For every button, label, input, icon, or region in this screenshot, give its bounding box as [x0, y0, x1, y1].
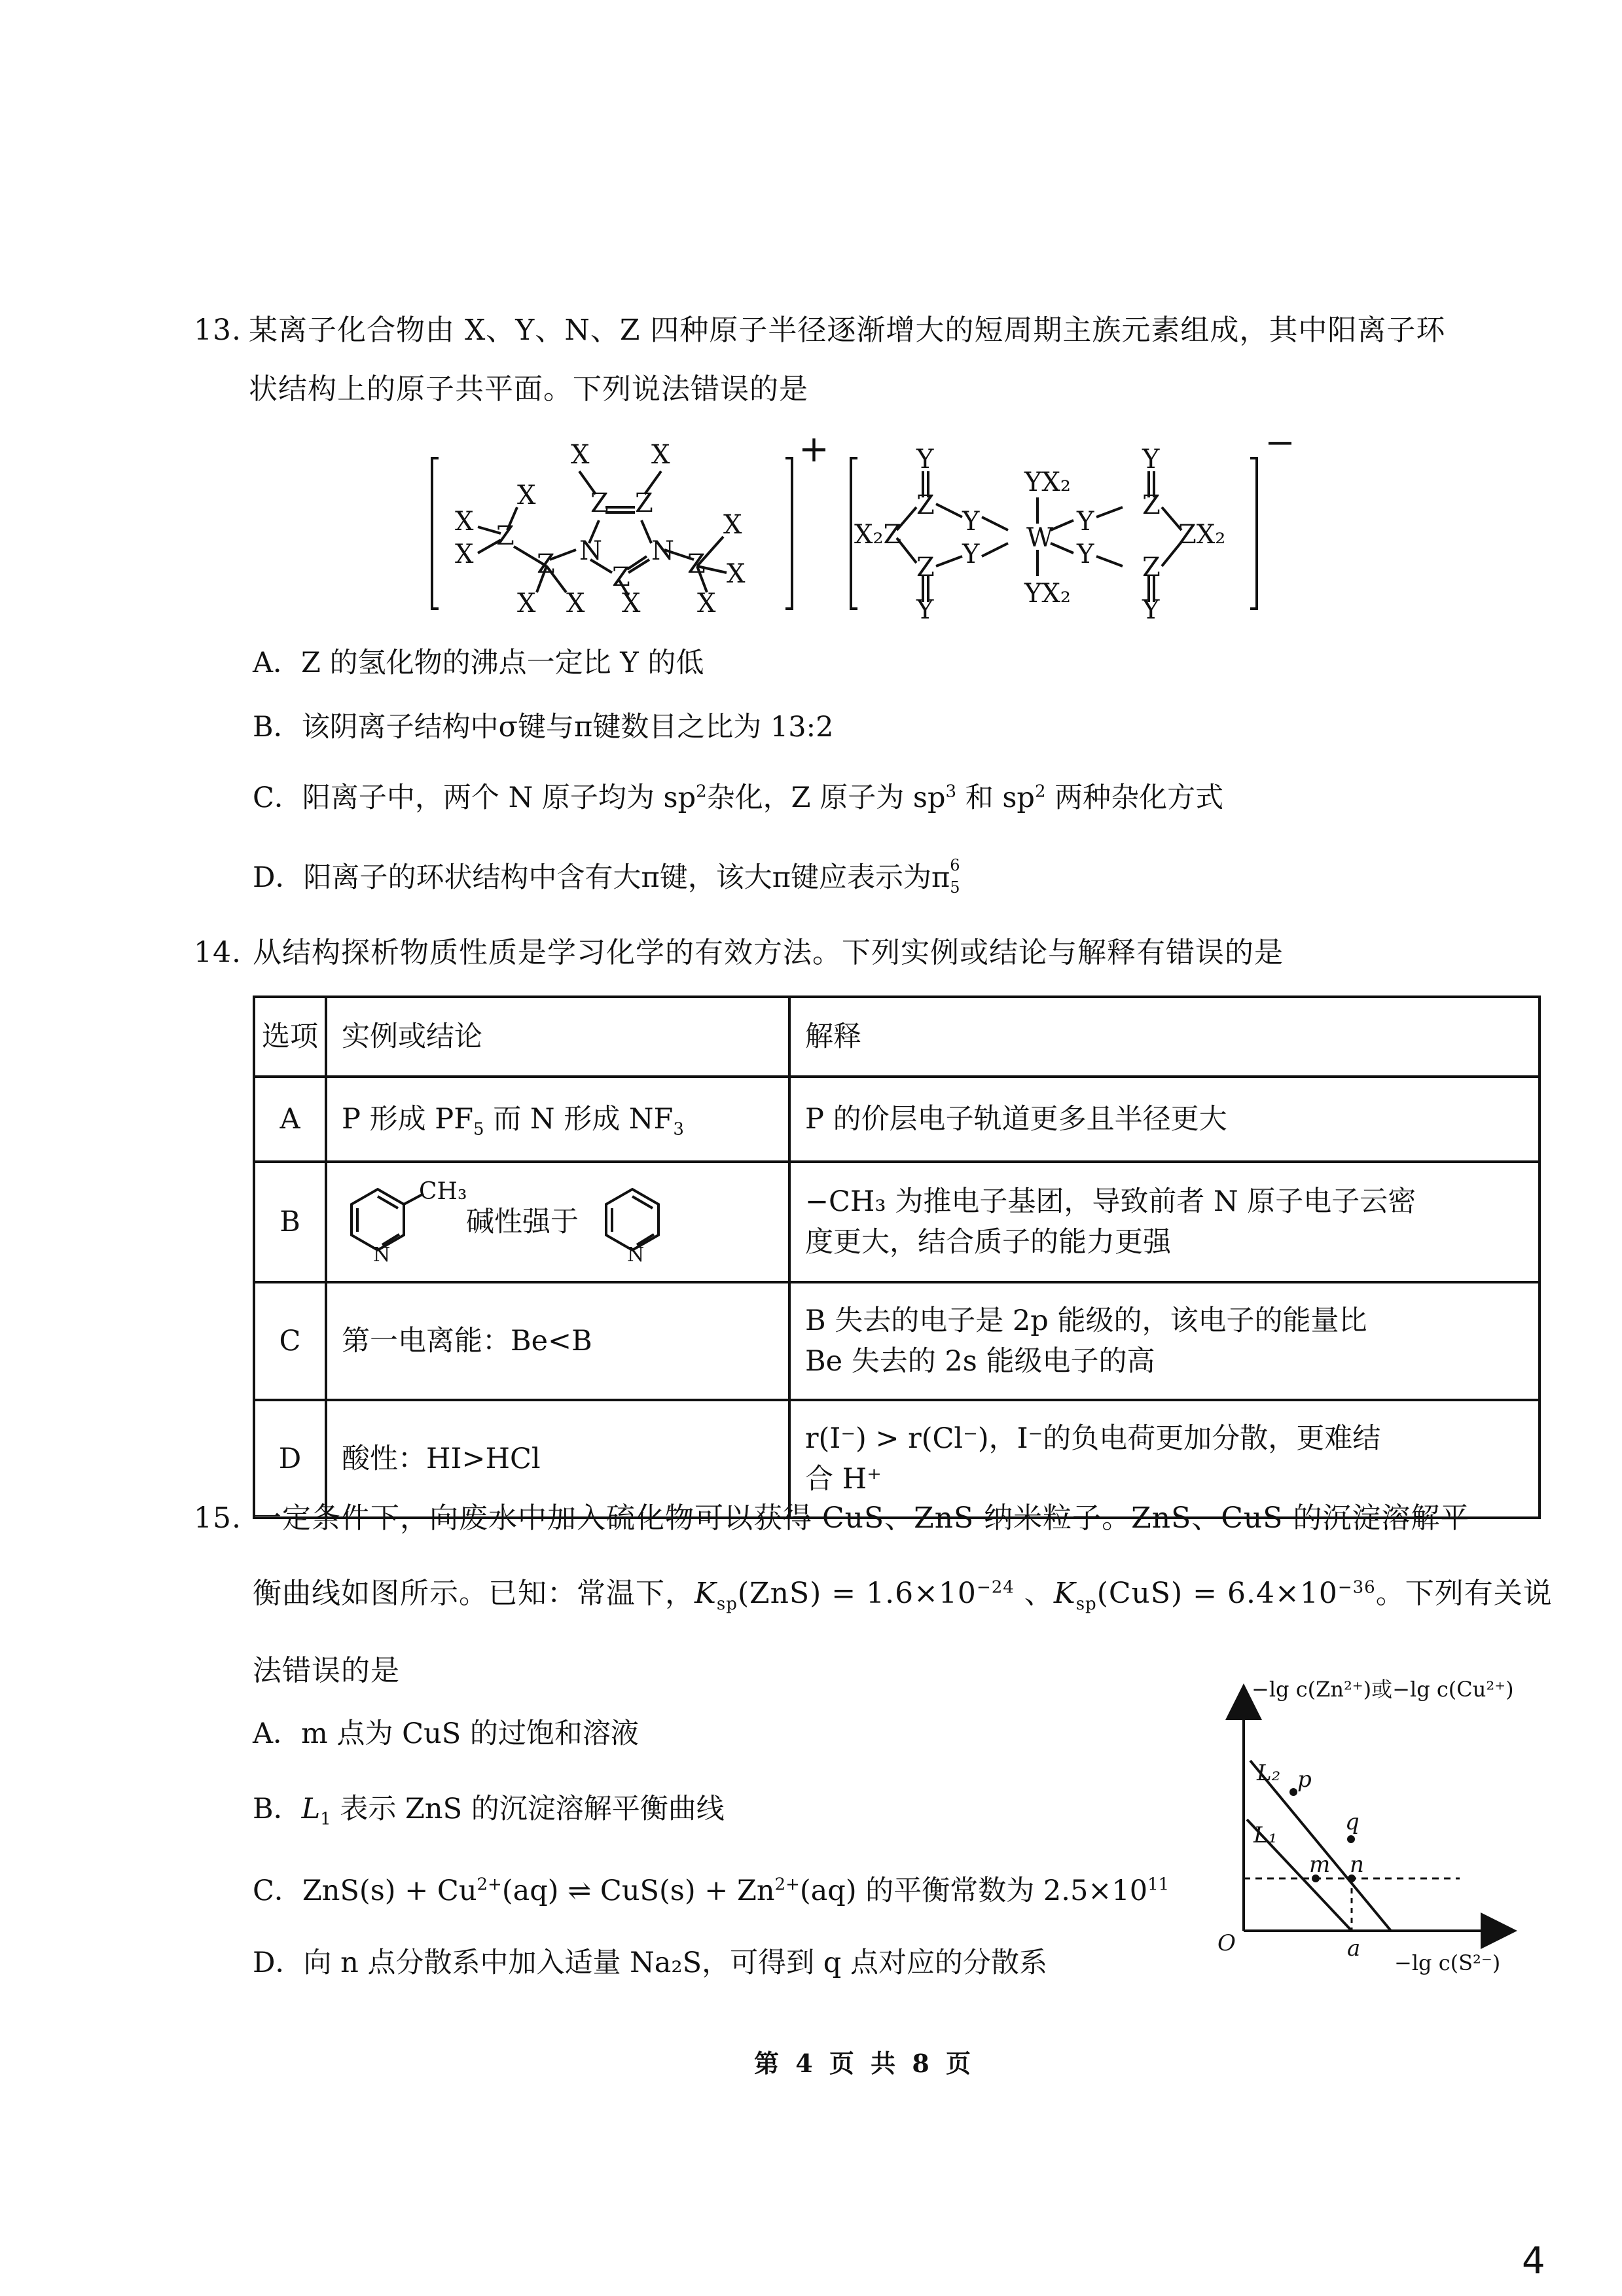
svg-text:n: n [1350, 1852, 1364, 1878]
svg-text:X: X [697, 588, 716, 619]
q15-stem-line3: 法错误的是 [253, 1654, 400, 1687]
svg-text:Z: Z [590, 488, 609, 518]
header-option: 选项 [254, 997, 326, 1077]
svg-text:Y: Y [962, 539, 980, 569]
svg-text:Z: Z [1142, 552, 1161, 583]
svg-text:Z: Z [537, 549, 555, 579]
anion-charge: − [1265, 422, 1295, 464]
cation-right-bracket [785, 458, 792, 609]
table-header-row [254, 997, 1540, 1077]
row-label: D [254, 1400, 326, 1518]
row-label: A [254, 1077, 326, 1162]
pyridine-structure [593, 1179, 672, 1265]
svg-text:Z: Z [687, 549, 706, 579]
anion-right-bracket [1250, 458, 1257, 609]
svg-text:X: X [651, 440, 670, 470]
q14-number: 14. [194, 936, 242, 969]
svg-text:Z: Z [916, 490, 935, 520]
svg-text:X₂Z: X₂Z [854, 520, 902, 550]
svg-text:Z: Z [612, 562, 630, 592]
svg-text:X: X [571, 440, 590, 470]
cation-left-bracket [432, 458, 439, 609]
svg-text:Z: Z [635, 488, 653, 518]
svg-text:X: X [723, 510, 742, 540]
svg-text:X: X [727, 559, 746, 589]
svg-text:−lg c(Zn²⁺)或−lg c(Cu²⁺): −lg c(Zn²⁺)或−lg c(Cu²⁺) [1252, 1677, 1514, 1702]
page-footer: 第 4 页 共 8 页 [754, 2049, 975, 2078]
svg-text:O: O [1217, 1930, 1236, 1956]
q15-number: 15. [194, 1501, 242, 1535]
cation-charge: + [799, 428, 829, 471]
svg-text:CH₃: CH₃ [419, 1178, 467, 1205]
svg-text:a: a [1347, 1935, 1361, 1962]
svg-text:q: q [1345, 1809, 1360, 1835]
table-row [254, 1282, 1540, 1400]
point-q [1347, 1835, 1355, 1843]
table-row [254, 1077, 1540, 1162]
svg-text:Z: Z [916, 552, 935, 583]
svg-text:X: X [622, 588, 641, 619]
svg-text:N: N [373, 1244, 391, 1266]
row-explain: B 失去的电子是 2p 能级的，该电子的能量比 Be 失去的 2s 能级电子的高 [789, 1282, 1540, 1400]
q15-stem-line1: 一定条件下，向废水中加入硫化物可以获得 CuS、ZnS 纳米粒子。ZnS、CuS 的沉淀溶解平 [253, 1501, 1470, 1535]
svg-text:X: X [517, 588, 536, 619]
svg-text:W: W [1026, 523, 1054, 553]
q13-structure-figure [419, 422, 1295, 625]
svg-text:Y: Y [916, 595, 934, 625]
svg-text:ZX₂: ZX₂ [1178, 520, 1226, 550]
svg-text:N: N [651, 536, 674, 566]
q13-number: 13. [194, 314, 242, 347]
q13-option-a: A．Z 的氢化物的沸点一定比 Y 的低 [253, 647, 704, 679]
methylpyridine-structure [342, 1178, 467, 1266]
row-label: B [254, 1162, 326, 1282]
svg-text:Y: Y [916, 444, 934, 475]
q13-stem-line2: 状结构上的原子共平面。下列说法错误的是 [249, 372, 808, 406]
svg-text:N: N [627, 1244, 645, 1266]
svg-text:Y: Y [1077, 539, 1094, 569]
row-example: CH₃ N 碱性强于 N [326, 1162, 789, 1282]
row-example: 第一电离能：Be<B [326, 1282, 789, 1400]
svg-text:YX₂: YX₂ [1024, 467, 1071, 497]
row-example: P 形成 $PF_5$ 而 N 形成 $NF_3$ [326, 1077, 789, 1162]
table-row [254, 1162, 1540, 1282]
svg-text:L₁: L₁ [1253, 1822, 1278, 1848]
row-explain: r(I⁻) > r(Cl⁻)，I⁻的负电荷更加分散，更难结 合 H⁺ [789, 1400, 1540, 1518]
header-example: 实例或结论 [326, 997, 789, 1077]
q15-option-a: A．m 点为 CuS 的过饱和溶液 [253, 1717, 639, 1750]
q15-option-b: B．$L_1$ 表示 ZnS 的沉淀溶解平衡曲线 [253, 1793, 725, 1829]
svg-text:X: X [455, 539, 474, 569]
svg-text:m: m [1309, 1852, 1331, 1878]
q14-stem: 从结构探析物质性质是学习化学的有效方法。下列实例或结论与解释有错误的是 [253, 936, 1284, 969]
svg-text:Z: Z [1142, 490, 1161, 520]
svg-text:N: N [579, 536, 602, 566]
svg-text:X: X [517, 480, 536, 511]
q13-stem-line1: 某离子化合物由 X、Y、N、Z 四种原子半径逐渐增大的短周期主族元素组成，其中阳离子环 [249, 314, 1446, 347]
svg-text:Y: Y [1077, 507, 1094, 537]
q13-option-c: C．阳离子中，两个 N 原子均为 $sp^2$杂化，Z 原子为 $sp^3$ 和 $sp^2$ 两种杂化方式 [253, 781, 1224, 814]
svg-text:Y: Y [962, 507, 980, 537]
row-label: C [254, 1282, 326, 1400]
svg-text:Y: Y [1142, 595, 1160, 625]
svg-text:X: X [455, 507, 474, 537]
svg-text:Y: Y [1142, 444, 1160, 475]
q15-option-c: C．$ZnS(s) + Cu^{2+}(aq)$ ⇌ $CuS(s) + Zn^{2+}(aq)$ 的平衡常数为 $2.5\times 10^{11}$ [253, 1874, 1170, 1907]
row-explain: P 的价层电子轨道更多且半径更大 [789, 1077, 1540, 1162]
svg-text:X: X [566, 588, 585, 619]
svg-text:−lg c(S²⁻): −lg c(S²⁻) [1394, 1950, 1501, 1975]
svg-text:p: p [1297, 1767, 1312, 1793]
svg-text:Z: Z [496, 521, 514, 551]
svg-text:L₂: L₂ [1257, 1760, 1281, 1786]
q14-table [253, 996, 1541, 1519]
point-p [1289, 1788, 1297, 1796]
q15-solubility-chart [1204, 1677, 1545, 1996]
q15-option-d: D．向 n 点分散系中加入适量 Na₂S，可得到 q 点对应的分散系 [253, 1946, 1047, 1979]
header-explain: 解释 [789, 997, 1540, 1077]
q13-option-b: B．该阴离子结构中σ键与π键数目之比为 13:2 [253, 711, 834, 744]
q13-option-d: D．阳离子的环状结构中含有大π键，该大π键应表示为π 6 5 [253, 856, 960, 897]
corner-page-number: 4 [1522, 2240, 1545, 2282]
row-example: 酸性：HI>HCl [326, 1400, 789, 1518]
row-explain: −CH₃ 为推电子基团，导致前者 N 原子电子云密 度更大，结合质子的能力更强 [789, 1162, 1540, 1282]
q15-stem-line2: 衡曲线如图所示。已知：常温下，$K_{sp}(ZnS) = 1.6\times 10^{-24}$ 、$K_{sp}(CuS) = 6.4\times 10^{-36}$。下列有关说 [253, 1577, 1553, 1614]
svg-text:YX₂: YX₂ [1024, 579, 1071, 609]
